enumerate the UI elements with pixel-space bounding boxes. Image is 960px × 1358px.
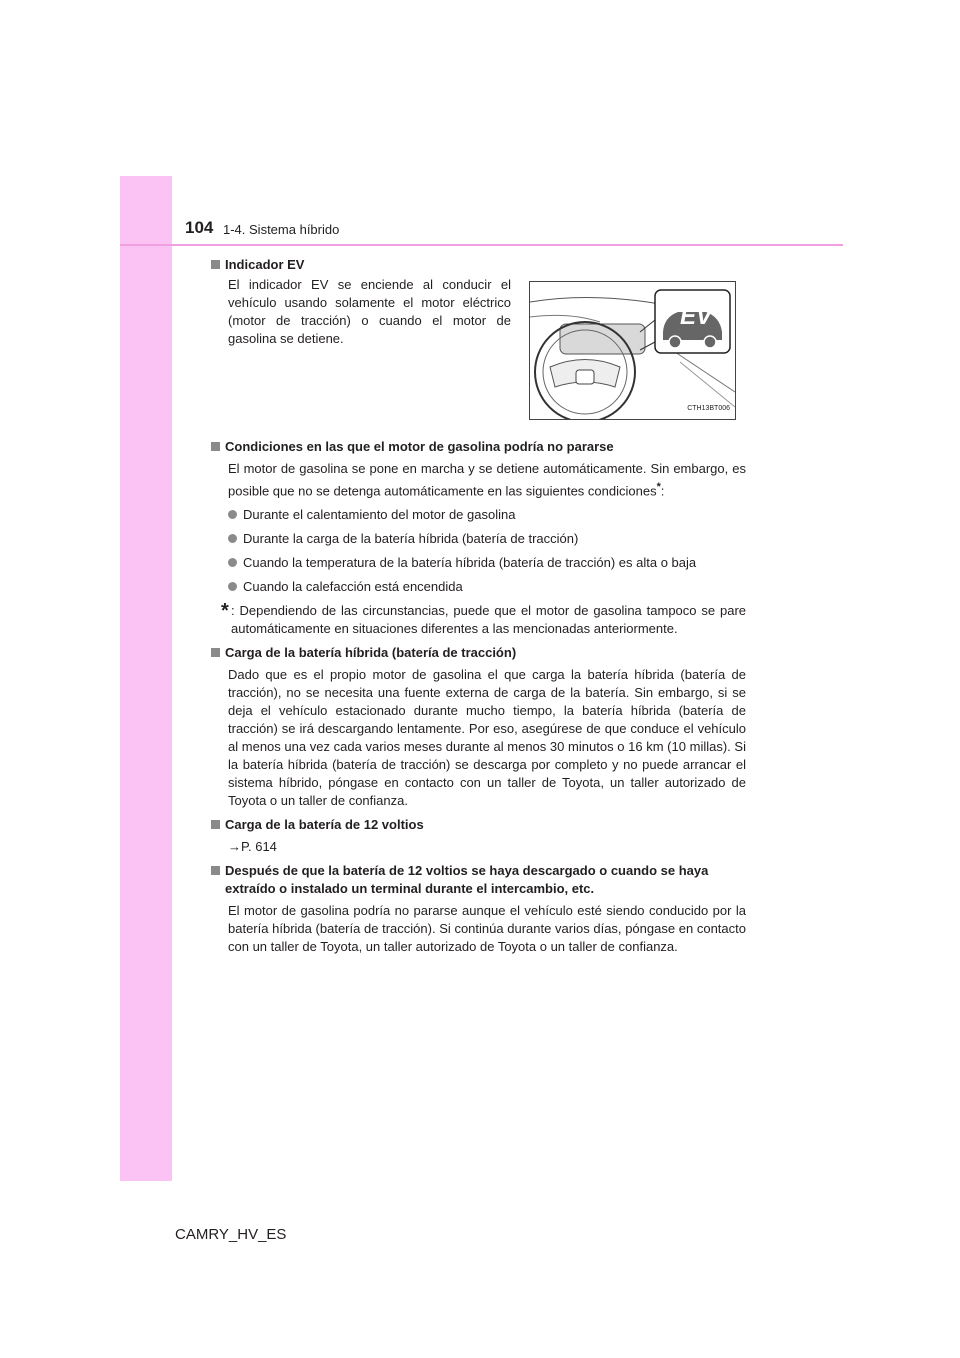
ev-figure-label: EV xyxy=(680,303,713,330)
list-item: Cuando la calefacción está encendida xyxy=(228,578,746,596)
square-bullet-icon xyxy=(211,820,220,829)
asterisk-icon: * xyxy=(221,600,229,623)
battery12-heading: Carga de la batería de 12 voltios xyxy=(211,816,746,834)
page-number: 104 xyxy=(185,218,214,237)
conditions-section xyxy=(211,438,746,638)
figure-code: CTH13BT006 xyxy=(687,405,730,412)
conditions-heading: Condiciones en las que el motor de gasolina podría no pararse xyxy=(211,438,746,456)
bullet-dot-icon xyxy=(228,582,237,591)
square-bullet-icon xyxy=(211,866,220,875)
ev-indicator-heading: Indicador EV xyxy=(211,256,746,274)
square-bullet-icon xyxy=(211,648,220,657)
ev-indicator-figure xyxy=(529,281,736,420)
section-title: 1-4. Sistema híbrido xyxy=(223,222,340,237)
list-item: Durante el calentamiento del motor de gasolina xyxy=(228,506,746,524)
asterisk-icon: * xyxy=(656,481,661,493)
square-bullet-icon xyxy=(211,442,220,451)
bullet-dot-icon xyxy=(228,534,237,543)
list-item: Durante la carga de la batería híbrida (batería de tracción) xyxy=(228,530,746,548)
header-divider xyxy=(120,244,843,246)
ev-indicator-text: El indicador EV se enciende al conducir el vehículo usando solamente el motor eléctrico (motor de tracción) o cuando el motor de gasolina se detiene. xyxy=(228,277,511,346)
after-discharge-section xyxy=(211,862,746,956)
side-tab-strip xyxy=(120,176,172,1181)
footnote: * : Dependiendo de las circunstancias, puede que el motor de gasolina tampoco se pare automáticamente en situaciones diferentes a las mencionadas anteriormente. xyxy=(221,600,746,637)
after-discharge-heading: Después de que la batería de 12 voltios se haya descargado o cuando se haya extraído o instalado un terminal durante el intercambio, etc. xyxy=(211,862,746,898)
ev-indicator-section xyxy=(211,256,746,420)
bullet-dot-icon xyxy=(228,558,237,567)
footer-model: CAMRY_HV_ES xyxy=(175,1226,287,1243)
conditions-text: El motor de gasolina se pone en marcha y se detiene automáticamente. Sin embargo, es posible que no se detenga automáticamente en las siguientes condiciones*: xyxy=(228,461,746,499)
hybrid-charge-text: Dado que es el propio motor de gasolina el que carga la batería híbrida (batería de tracción), no se necesita una fuente externa de carga de la batería. Sin embargo, si se deja el vehículo estacionado durante mucho tiempo, la batería híbrida (batería de tracción) se irá descargando lentamente. Por eso, asegúrese de que conduce el vehículo al menos una vez cada varios meses durante al menos 30 minutos o 16 km (10 millas). Si la batería híbrida (batería de tracción) se descarga por completo y no puede arrancar el sistema híbrido, póngase en contacto con un taller de Toyota, un taller autorizado de Toyota o un taller de confianza. xyxy=(228,667,746,809)
after-discharge-text: El motor de gasolina podría no pararse aunque el vehículo esté siendo conducido por la batería híbrida (batería de tracción). Si continúa durante varios días, póngase en contacto con un taller de Toyota, un taller autorizado de Toyota o un taller de confianza. xyxy=(228,903,746,955)
hybrid-charge-section xyxy=(211,644,746,810)
list-item: Cuando la temperatura de la batería híbrida (batería de tracción) es alta o baja xyxy=(228,554,746,572)
bullet-dot-icon xyxy=(228,510,237,519)
hybrid-charge-heading: Carga de la batería híbrida (batería de tracción) xyxy=(211,644,746,662)
square-bullet-icon xyxy=(211,260,220,269)
battery12-section xyxy=(211,816,746,856)
page-reference-link[interactable]: →P. 614 xyxy=(228,839,277,855)
page-content xyxy=(211,256,746,962)
